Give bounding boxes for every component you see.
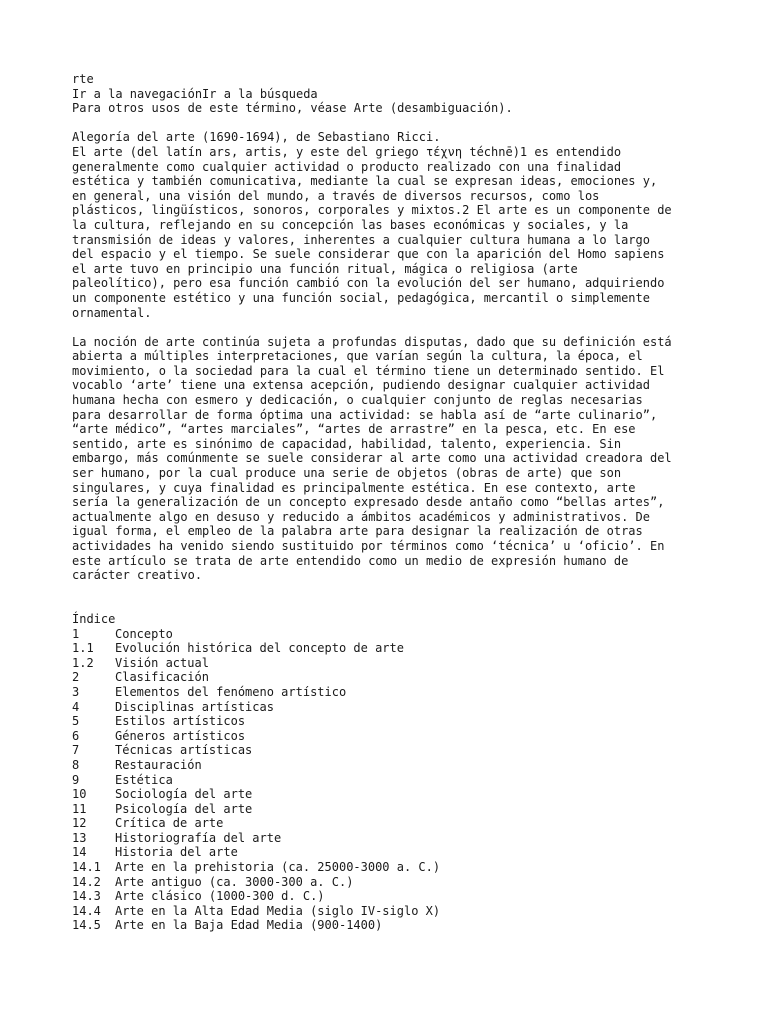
index-item-label: Arte en la Alta Edad Media (siglo IV-siglo X) [115, 903, 441, 918]
index-item-number: 14.1 [72, 860, 101, 875]
index-item-label: Arte en la Baja Edad Media (900-1400) [115, 918, 383, 933]
index-item-number: 14.5 [72, 918, 101, 933]
index-item-label: Historiografía del arte [115, 830, 282, 845]
spacer [72, 583, 712, 612]
spacer [72, 116, 712, 131]
index-item-label: Géneros artísticos [115, 728, 246, 743]
index-item-label: Crítica de arte [115, 816, 224, 831]
index-item[interactable] [72, 743, 712, 758]
index-item-number: 11 [72, 801, 87, 816]
index-item[interactable] [72, 700, 712, 715]
index-item[interactable] [72, 831, 712, 846]
index-item-label: Arte clásico (1000-300 d. C.) [115, 889, 325, 904]
index-item-number: 14.3 [72, 889, 101, 904]
index-item-number: 7 [72, 743, 80, 758]
index-item[interactable] [72, 787, 712, 802]
index-item-number: 3 [72, 684, 80, 699]
index-item-label: Estética [115, 772, 173, 787]
index-item-label: Visión actual [115, 655, 209, 670]
index-item-number: 4 [72, 699, 80, 714]
index-item[interactable] [72, 758, 712, 773]
index-item[interactable] [72, 889, 712, 904]
index-item[interactable] [72, 627, 712, 642]
index-item[interactable] [72, 802, 712, 817]
index-item-number: 1.2 [72, 655, 94, 670]
index-item-number: 6 [72, 728, 80, 743]
article-title: rte [72, 72, 94, 86]
index-item-number: 14.2 [72, 874, 101, 889]
index-item-label: Sociología del arte [115, 787, 253, 802]
index-item-label: Técnicas artísticas [115, 743, 253, 758]
paragraph-intro: El arte (del latín ars, artis, y este del griego τέχνη téchnē)1 es entendido generalmente como cualquier actividad o producto realizado con una finalidad estética y también comunicativa, mediante la cual se expresan ideas, emociones y, en general, una visión del mundo, a través de diversos recursos, como los plásticos, lingüísticos, sonoros, corporales y mixtos.2 El arte es un componente de la cultura, reflejando en su concepción las bases económicas y sociales, y la transmisión de ideas y valores, inherentes a cualquier cultura humana a lo largo del espacio y el tiempo. Se suele considerar que con la aparición del Homo sapiens el arte tuvo en principio una función ritual, mágica o religiosa (arte paleolítico), pero esa función cambió con la evolución del ser humano, adquiriendo un componente estético y una función social, pedagógica, mercantil o simplemente ornamental. [72, 144, 672, 320]
disambiguation-note: Para otros usos de este término, véase Arte (desambiguación). [72, 101, 513, 116]
index-item-label: Historia del arte [115, 845, 238, 860]
index-item-label: Elementos del fenómeno artístico [115, 684, 347, 699]
image-caption: Alegoría del arte (1690-1694), de Sebastiano Ricci. [72, 130, 441, 145]
index-item-number: 9 [72, 772, 80, 787]
index-item-label: Clasificación [115, 670, 209, 685]
navigation-links[interactable]: Ir a la navegaciónIr a la búsqueda [72, 86, 318, 101]
index-item-number: 14 [72, 845, 87, 860]
index-item-label: Concepto [115, 626, 173, 641]
index-item[interactable] [72, 641, 712, 656]
index-item-number: 13 [72, 830, 87, 845]
index-item-label: Restauración [115, 757, 202, 772]
index-item-number: 10 [72, 787, 87, 802]
index-item-label: Disciplinas artísticas [115, 699, 274, 714]
index-item-number: 2 [72, 670, 80, 685]
spacer [72, 320, 712, 335]
index-item[interactable] [72, 904, 712, 919]
index-item[interactable] [72, 860, 712, 875]
paragraph-notion: La noción de arte continúa sujeta a profundas disputas, dado que su definición está abierta a múltiples interpretaciones, que varían según la cultura, la época, el movimiento, o la sociedad para la cual el término tiene un determinado sentido. El vocablo ‘arte’ tiene una extensa acepción, pudiendo designar cualquier actividad humana hecha con esmero y dedicación, o cualquier conjunto de reglas necesarias para desarrollar de forma óptima una actividad: se habla así de “arte culinario”, “arte médico”, “artes marciales”, “artes de arrastre” en la pesca, etc. En ese sentido, arte es sinónimo de capacidad, habilidad, talento, experiencia. Sin embargo, más comúnmente se suele considerar al arte como una actividad creadora del ser humano, por la cual produce una serie de objetos (obras de arte) que son singulares, y cuya finalidad es principalmente estética. En ese contexto, arte sería la generalización de un concepto expresado desde antaño como “bellas artes”, actualmente algo en desuso y reducido a ámbitos académicos y administrativos. De igual forma, el empleo de la palabra arte para designar la realización de otras actividades ha venido siendo sustituido por términos como ‘técnica’ u ‘oficio’. En este artículo se trata de arte entendido como un medio de expresión humano de carácter creativo. [72, 334, 672, 583]
index-item-number: 8 [72, 757, 80, 772]
index-item[interactable] [72, 685, 712, 700]
index-item-number: 5 [72, 714, 80, 729]
index-item[interactable] [72, 729, 712, 744]
index-item[interactable] [72, 773, 712, 788]
index-item[interactable] [72, 845, 712, 860]
index-item-label: Psicología del arte [115, 801, 253, 816]
index-item-number: 1 [72, 626, 80, 641]
index-item[interactable] [72, 714, 712, 729]
index-list [72, 627, 712, 933]
index-item-label: Estilos artísticos [115, 714, 246, 729]
index-item[interactable] [72, 816, 712, 831]
document-page [72, 72, 712, 933]
index-item[interactable] [72, 656, 712, 671]
index-item-number: 1.1 [72, 641, 94, 656]
index-item-number: 12 [72, 816, 87, 831]
index-item[interactable] [72, 918, 712, 933]
index-item[interactable] [72, 670, 712, 685]
index-item-label: Evolución histórica del concepto de arte [115, 641, 404, 656]
index-item-label: Arte en la prehistoria (ca. 25000-3000 a. C.) [115, 860, 441, 875]
index-item-label: Arte antiguo (ca. 3000-300 a. C.) [115, 874, 354, 889]
index-item-number: 14.4 [72, 903, 101, 918]
index-item[interactable] [72, 875, 712, 890]
index-heading: Índice [72, 611, 116, 626]
